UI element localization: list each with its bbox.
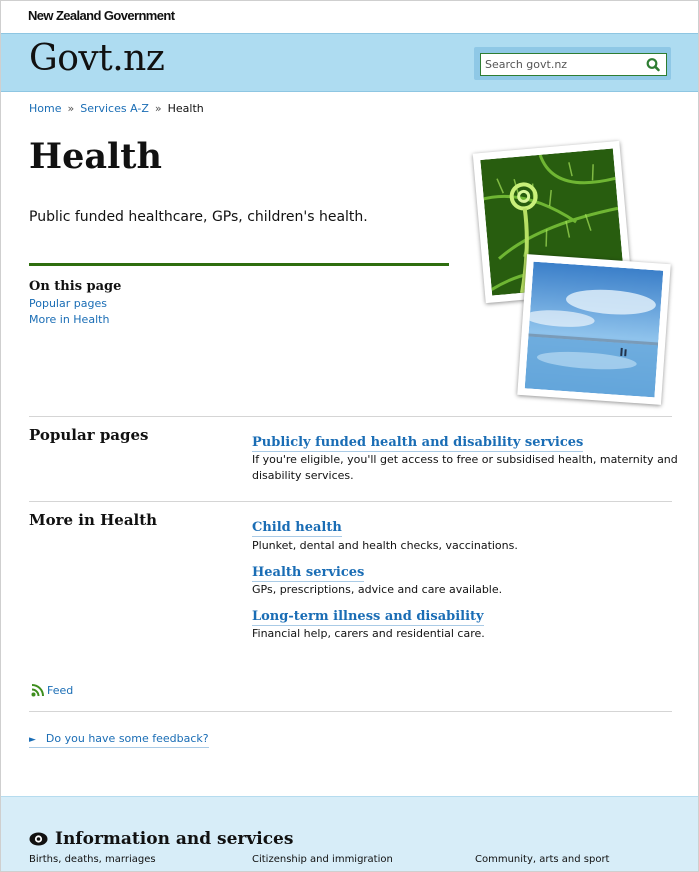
- feed-label: Feed: [47, 684, 74, 697]
- on-this-page-link-popular[interactable]: Popular pages: [29, 297, 107, 310]
- breadcrumb: [29, 102, 204, 115]
- beach-photo: [517, 254, 670, 405]
- footer-heading-text: Information and services: [55, 829, 294, 849]
- section-divider: [29, 501, 672, 502]
- link-long-term-illness[interactable]: Long-term illness and disability: [252, 609, 484, 624]
- link-description: Financial help, carers and residential care.: [252, 627, 485, 640]
- page-intro: Public funded healthcare, GPs, children's health.: [29, 209, 368, 225]
- breadcrumb-services-a-z[interactable]: Services A-Z: [80, 102, 149, 115]
- expand-arrow-icon: ►: [29, 735, 36, 745]
- link-description: GPs, prescriptions, advice and care available.: [252, 583, 503, 596]
- divider: [29, 263, 449, 266]
- feedback-label: Do you have some feedback?: [45, 732, 209, 745]
- link-child-health[interactable]: Child health: [252, 520, 342, 535]
- eye-icon: [29, 832, 48, 846]
- search-icon: [644, 56, 662, 73]
- site-header: [1, 33, 698, 92]
- footer-heading: [29, 829, 293, 849]
- feedback-toggle[interactable]: [29, 732, 209, 748]
- more-in-health-heading: More in Health: [29, 511, 158, 529]
- breadcrumb-current: Health: [167, 102, 204, 115]
- top-bar: [1, 1, 698, 33]
- on-this-page-heading: On this page: [29, 279, 122, 294]
- search-box: [480, 53, 667, 76]
- search-container: [474, 47, 671, 80]
- feed-link[interactable]: [31, 683, 73, 697]
- rss-icon: [31, 683, 45, 697]
- link-health-services[interactable]: Health services: [252, 565, 365, 580]
- nz-government-logo[interactable]: New Zealand Government: [28, 8, 175, 23]
- search-button[interactable]: [644, 56, 662, 73]
- breadcrumb-separator: »: [67, 102, 75, 115]
- footer-link-citizenship[interactable]: Citizenship and immigration: [252, 854, 393, 865]
- site-logo[interactable]: Govt.nz: [29, 38, 165, 79]
- footer-link-community[interactable]: Community, arts and sport: [475, 854, 610, 865]
- section-divider: [29, 416, 672, 417]
- link-description: If you're eligible, you'll get access to free or subsidised health, maternity and disability services.: [252, 453, 678, 482]
- popular-pages-heading: Popular pages: [29, 426, 149, 444]
- page-title: Health: [29, 136, 162, 177]
- footer-link-births[interactable]: Births, deaths, marriages: [29, 854, 156, 865]
- search-input[interactable]: [481, 54, 635, 75]
- link-publicly-funded-health[interactable]: Publicly funded health and disability services: [252, 435, 584, 450]
- footer: [1, 796, 698, 872]
- breadcrumb-separator: »: [154, 102, 162, 115]
- beach-image: [525, 262, 664, 398]
- section-divider: [29, 711, 672, 712]
- breadcrumb-home[interactable]: Home: [29, 102, 62, 115]
- on-this-page-link-more[interactable]: More in Health: [29, 313, 110, 326]
- link-description: Plunket, dental and health checks, vaccinations.: [252, 539, 518, 552]
